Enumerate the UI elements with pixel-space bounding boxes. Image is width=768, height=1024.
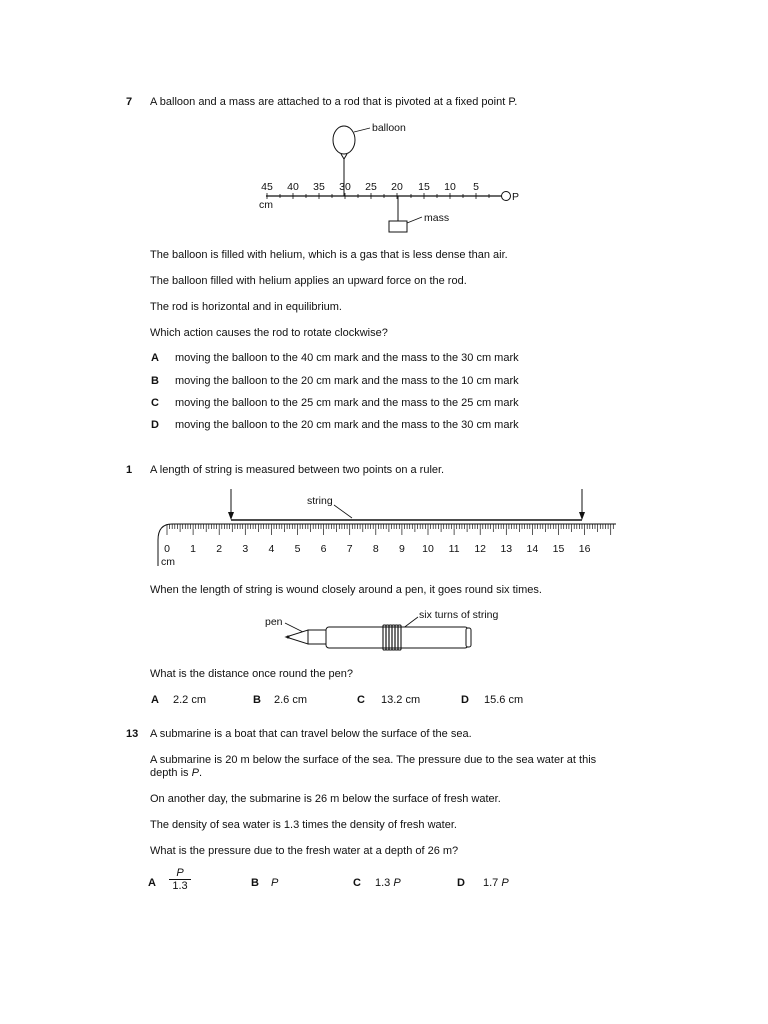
fraction-denominator: 1.3 — [169, 879, 191, 892]
question-number: 13 — [126, 728, 139, 740]
question-prompt: What is the pressure due to the fresh water at a depth of 26 m? — [150, 845, 459, 857]
question-line: The balloon filled with helium applies an upward force on the rod. — [150, 275, 467, 287]
mass-label: mass — [424, 212, 450, 224]
question-stem: A balloon and a mass are attached to a rod that is pivoted at a fixed point P. — [150, 96, 518, 108]
option-letter: A — [148, 877, 156, 889]
question-number: 7 — [126, 96, 133, 108]
ruler-number: 13 — [500, 543, 513, 555]
coefficient: 1.3 — [375, 877, 394, 889]
pen-cap-end — [466, 628, 471, 647]
question-line: The balloon is filled with helium, which is a gas that is less dense than air. — [150, 249, 508, 261]
pivot-label: P — [512, 191, 520, 203]
variable-p: P — [393, 877, 401, 889]
question-line: A submarine is 20 m below the surface of the sea. The pressure due to the sea water at this — [150, 754, 597, 766]
option-letter: B — [151, 375, 159, 387]
question-stem: A length of string is measured between two points on a ruler. — [150, 464, 445, 476]
ruler-number: 4 — [268, 543, 275, 555]
scale-label: 5 — [473, 181, 479, 193]
pen-label: pen — [265, 616, 283, 628]
option-text: moving the balloon to the 20 cm mark and the mass to the 10 cm mark — [175, 375, 519, 387]
question-line — [150, 767, 202, 779]
option-text: P — [271, 877, 279, 889]
question-line: The rod is horizontal and in equilibrium. — [150, 301, 342, 313]
ruler-number: 2 — [216, 543, 223, 555]
question-prompt: What is the distance once round the pen? — [150, 668, 354, 680]
unit-label: cm — [259, 199, 273, 211]
ruler-number: 10 — [422, 543, 434, 555]
variable-p: P — [191, 767, 199, 779]
ruler-number: 15 — [552, 543, 565, 555]
option-text: moving the balloon to the 20 cm mark and the mass to the 30 cm mark — [175, 419, 519, 431]
coefficient: 1.7 — [483, 877, 502, 889]
ruler-number: 14 — [526, 543, 539, 555]
pen-barrel — [326, 627, 468, 648]
fraction-numerator: P — [176, 867, 184, 879]
text-span: depth is — [150, 767, 192, 779]
scale-label: 15 — [418, 181, 430, 193]
question-prompt: Which action causes the rod to rotate clockwise? — [150, 327, 388, 339]
scale-label: 10 — [444, 181, 456, 193]
option-letter: D — [151, 419, 159, 431]
option-text — [483, 877, 509, 889]
option-fraction — [169, 867, 191, 892]
variable-p: P — [501, 877, 509, 889]
option-letter: D — [457, 877, 465, 889]
scale-label: 40 — [287, 181, 299, 193]
option-text — [375, 877, 401, 889]
option-letter: C — [357, 694, 365, 706]
ruler-number: 5 — [294, 543, 301, 555]
option-letter: C — [151, 397, 159, 409]
option-text: 2.2 cm — [173, 694, 207, 706]
question-line: When the length of string is wound closely around a pen, it goes round six times. — [150, 584, 542, 596]
question-stem: A submarine is a boat that can travel below the surface of the sea. — [150, 728, 472, 740]
ruler-number: 12 — [474, 543, 487, 555]
ruler-number: 9 — [398, 543, 405, 555]
pen-grip — [308, 630, 326, 644]
ruler-number: 3 — [242, 543, 249, 555]
ruler-number: 8 — [372, 543, 379, 555]
option-letter: B — [251, 877, 259, 889]
balloon-label: balloon — [372, 122, 406, 134]
question-line: The density of sea water is 1.3 times the density of fresh water. — [150, 819, 457, 831]
string-coils — [383, 625, 401, 650]
ruler-number: 1 — [190, 543, 197, 555]
option-letter: D — [461, 694, 469, 706]
turns-label: six turns of string — [419, 609, 499, 621]
question-line: On another day, the submarine is 26 m below the surface of fresh water. — [150, 793, 501, 805]
question-number: 1 — [126, 464, 133, 476]
option-letter: C — [353, 877, 361, 889]
option-letter: A — [151, 352, 159, 364]
option-letter: B — [253, 694, 261, 706]
scale-label: 20 — [391, 181, 403, 193]
ruler-unit-label: cm — [161, 556, 175, 568]
option-text: 15.6 cm — [484, 694, 524, 706]
ruler-number: 7 — [346, 543, 353, 555]
option-text: moving the balloon to the 40 cm mark and the mass to the 30 cm mark — [175, 352, 519, 364]
scale-label: 45 — [261, 181, 273, 193]
ruler-number: 0 — [164, 543, 170, 555]
option-text: moving the balloon to the 25 cm mark and the mass to the 25 cm mark — [175, 397, 519, 409]
string-label: string — [307, 495, 333, 507]
ruler-number: 16 — [578, 543, 591, 555]
ruler-number: 11 — [448, 543, 460, 555]
scale-label: 30 — [339, 181, 351, 193]
text-span: . — [198, 767, 202, 779]
ruler-number: 6 — [320, 543, 327, 555]
scale-label: 25 — [365, 181, 377, 193]
option-text: 13.2 cm — [381, 694, 421, 706]
option-letter: A — [151, 694, 159, 706]
option-text: 2.6 cm — [274, 694, 308, 706]
scale-label: 35 — [313, 181, 325, 193]
